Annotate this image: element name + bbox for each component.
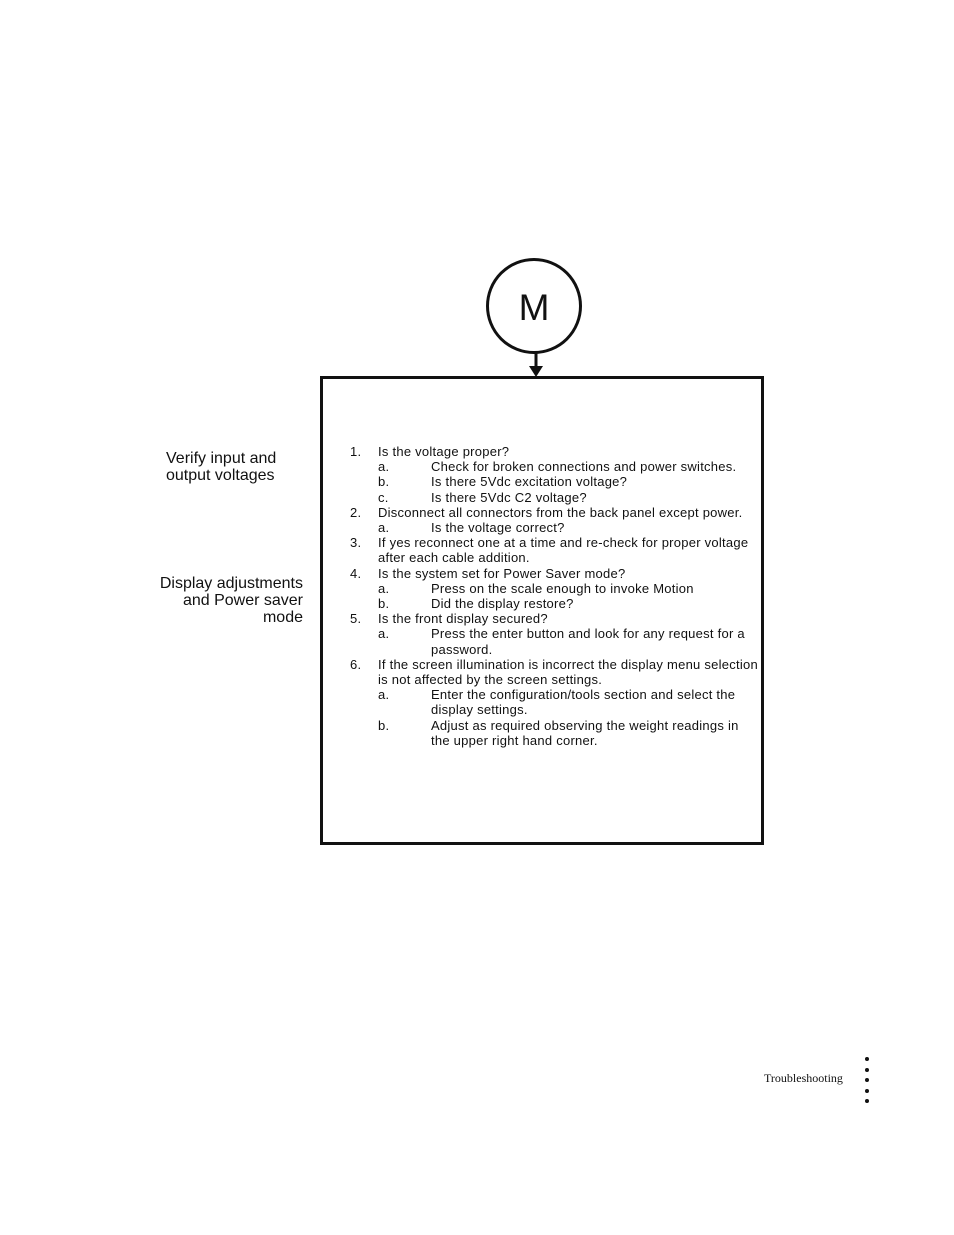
step-number: 5. (350, 611, 362, 627)
procedure-steps (350, 444, 760, 748)
side-label-display: Display adjustments and Power saver mode (159, 575, 303, 626)
substep-text: Adjust as required observing the weight readings in the upper right hand corner. (431, 717, 739, 748)
step-1 (350, 444, 760, 505)
step-text: Is the front display secured? (378, 611, 548, 627)
substep-text: Check for broken connections and power switches. (431, 459, 737, 475)
step-number: 1. (350, 444, 362, 459)
substep-text: Is the voltage correct? (431, 520, 565, 536)
substep-letter: b. (378, 717, 390, 733)
side-label-voltages: Verify input and output voltages (166, 450, 277, 484)
substep-letter: c. (378, 489, 389, 505)
substep-letter: a. (378, 580, 390, 596)
substep-letter: a. (378, 520, 390, 536)
substep-text: Is there 5Vdc C2 voltage? (431, 489, 587, 505)
step-text: If the screen illumination is incorrect the display menu selection is not affected by the screen settings. (378, 656, 758, 688)
footer-section-title: Troubleshooting (764, 1071, 843, 1085)
substep-letter: a. (378, 626, 390, 642)
step-3 (350, 535, 760, 565)
step-2 (350, 505, 760, 535)
substep-letter: a. (378, 459, 390, 475)
connector-m-circle (486, 258, 582, 354)
step-number: 6. (350, 656, 362, 672)
step-text: If yes reconnect one at a time and re-check for proper voltage after each cable addition. (378, 535, 749, 566)
substep-text: Did the display restore? (431, 596, 574, 612)
step-number: 4. (350, 565, 362, 581)
step-text: Is the system set for Power Saver mode? (378, 565, 626, 581)
step-5 (350, 611, 760, 657)
step-text: Disconnect all connectors from the back panel except power. (378, 504, 743, 520)
substep-text: Enter the configuration/tools section and select the display settings. (431, 687, 736, 718)
step-number: 3. (350, 535, 362, 551)
substep-letter: b. (378, 474, 390, 490)
substep-text: Press the enter button and look for any request for a password. (431, 626, 745, 657)
step-4 (350, 566, 760, 612)
step-6 (350, 657, 760, 748)
step-text: Is the voltage proper? (378, 444, 510, 459)
footer-dots-decoration (865, 1057, 871, 1110)
substep-letter: a. (378, 687, 390, 703)
substep-letter: b. (378, 596, 390, 612)
substep-text: Press on the scale enough to invoke Motion (431, 580, 694, 596)
step-number: 2. (350, 504, 362, 520)
connector-letter: M (518, 286, 550, 328)
substep-text: Is there 5Vdc excitation voltage? (431, 474, 628, 490)
down-arrow-icon (526, 352, 546, 378)
